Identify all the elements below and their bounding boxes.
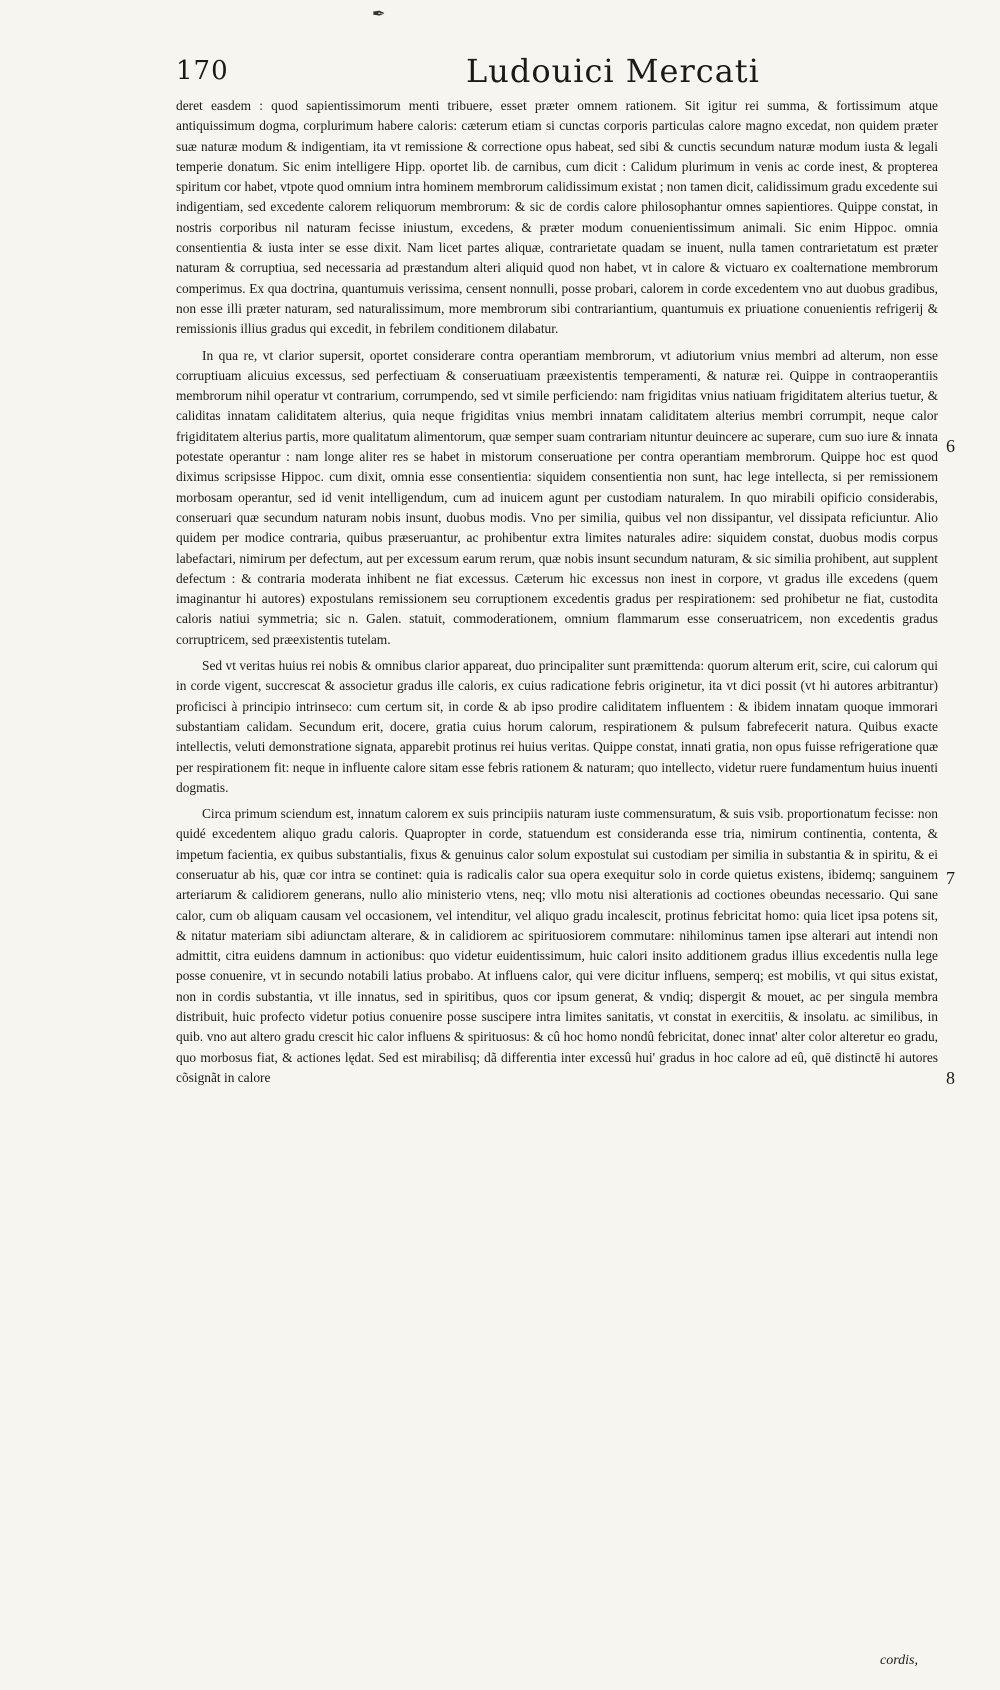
margin-number-6: 6 bbox=[946, 436, 955, 456]
margin-number-8: 8 bbox=[946, 1068, 955, 1088]
paragraph-6: In qua re, vt clarior supersit, oportet considerare contra operantiam membrorum, vt adiutorium vnius membri ad alterum, non esse corruptiuam alicuius excessus, sed perfectiuam & conseruatiuam præexistentis temperamenti, & naturæ rei. Quippe in contraoperantiis membrorum nihil operatur vt contrarium, corrumpendo, sed vt simile perficiendo: nam frigiditas vnius natiuam frigiditatem alterius tuetur, & caliditas innatam caliditatem alterius, quia neque frigiditas vnius membri innatam caliditatem alterius membri corrumpit, neque calor frigiditatem alterius partis, more qualitatum alimentorum, quæ semper suam contrariam nituntur deuincere ac superare, cum suo iure & innata potestate operantur : nam longe aliter res se habet in mistorum conseruatione per contra operantiam membrorum. Quippe hoc est quod diximus scripsisse Hippoc. cum dixit, omnia esse consentientia: siquidem consentientia non sunt, hac lege intellecta, si per remissionem morbosam operantur, sed id venit intelligendum, cum ad inuicem agunt per custodiam naturalem. In quo mirabili opificio considerabis, conseruari quæ secundum naturam nobis insunt, duobus modis. Vno per similia, quibus vel non dissipantur, vel dissipata reficiuntur. Alio quidem per modice contraria, quibus præseruantur, ac prohibentur extra limites naturales adire: siquidem constat, duobus modis corpus labefactari, nimirum per defectum, aut per excessum earum rerum, quæ nobis insunt secundum naturam, & sic similia prohibent, aut supplent defectum : & contraria moderata inhibent ne fiat excessus. Cæterum hic excessus non inest in corpore, vt gradus ille excedens (quem imaginantur hi autores) expostulans remissionem seu corruptionem excedentis gradus per respirationem: sed prohibetur ne fiat, custodita caloris natiui symmetria; sic n. Galen. statuit, commoderationem, omnium flammarum esse conseruatricem, non excedentis gradus corruptricem, sed præexistentis tutelam. bbox=[176, 347, 938, 647]
margin-number-7: 7 bbox=[946, 868, 955, 888]
ink-mark: ✒ bbox=[372, 4, 386, 23]
paragraph-continuation: deret easdem : quod sapientissimorum menti tribuere, esset præter omnem rationem. Sit igitur rei summa, & fortissimum atque antiquissimum dogma, corplurimum habere caloris: cæterum etiam si cunctas corporis particulas calore magno excedat, non quidem præter suæ naturæ modum & indigentiam, ita vt remissione & correctione opus habeat, sed sibi & cunctis secundum naturæ modum iusta & legali temperie donatum. Sic enim intelligere Hipp. oportet lib. de carnibus, cum dicit : Calidum plurimum in venis ac corde inest, & propterea spiritum cor habet, vtpote quod omnium intra hominem membrorum calidissimum existat ; non tamen dicit, calidissimum gradu excedente sui indigentiam, sed excedente calorem reliquorum membrorum: & sic de cordis calore philosophantur omnes sapientiores. Quippe constat, in nostris corporibus nil naturam fecisse iniustum, excedens, & præter modum conuenientissimum animali. Sic enim Hippoc. omnia consentientia & iusta inter se esse dixit. Nam licet partes aliquæ, contrarietate quadam se inuent, nulla tamen contrarietatum est præter naturam & corruptiua, sed necessaria ad præstandum alteri aliquid quod non habet, vt in calore & victuaro ex coalternatione membrorum comperimus. Ex qua doctrina, quantumuis verissima, censent nonnulli, posse probari, calorem in corde excedentem vno aut duobus gradibus, non esse illi præter naturam, sed naturalissimum, more membrorum sibi contrariantium, quantumuis ex priuatione conuenientis refrigerij & remissionis illius gradus qui excedit, in febrilem conditionem dilabatur. bbox=[176, 98, 938, 337]
running-title: Ludouici Mercati bbox=[466, 52, 760, 90]
page-header bbox=[176, 52, 956, 92]
body-text bbox=[176, 96, 938, 1088]
catchword: cordis, bbox=[880, 1653, 918, 1668]
paragraph-8: Circa primum sciendum est, innatum calorem ex suis principiis naturam iuste commensuratum, & suis vsib. proportionatum fecisse: non quidé excedentem aliquo gradu caloris. Quapropter in corde, statuendum est consideranda esse tria, nimirum continentia, contenta, & impetum facientia, ex quibus substantialis, fixus & genuinus calor solum expostulat sui custodiam per similia in substantia & in spiritu, & ei conseruatur ab his, quæ cor intra se continet: quia is radicalis calor sua opera exequitur solo in corde quietus existens, ibidemq; sanguinem arteriarum & calidiorem generans, nullo alio ministerio vtens, neq; vllo motu nisi alterationis ad coctiones obeundas necessario. Qui sane calor, cum ob aliquam causam vel occasionem, vel intenditur, vel aliquo gradu incalescit, protinus febricitat homo: quia licet ipsa potens sit, & nitatur materiam sibi adiunctam alterare, & in calidiorem ac spirituosiorem commutare: nihilominus tamen ipse alterari aut intendi non admittit, citra euidens damnum in actionibus: quo videtur euidentissimum, huic calori insito additionem gradus illius excedentis nulla lege posse conuenire, vt in secundo notabili latius probabo. At influens calor, qui vere dicitur influens, semperq; est mobilis, vt qui situs existat, non in cordis substantia, vt ille innatus, sed in spiritibus, quos cor ipsum generat, & vndiq; dispergit & mouet, ac per singula membra distribuit, huic profecto videtur potius conuenire posse suscipere intra limites sanitatis, vt constat in exercitiis, & insolatu. ac similibus, in quib. vno aut altero gradu crescit hic calor influens & spirituosus: & cû hoc homo nondû febricitat, donec innat' alter color alteretur eo gradu, quo morbosus fiat, & actiones lędat. Sed est mirabilisq; dã differentia inter excessû hui' gradus in hoc calore ad eû, quē distinctē hi autores cõsignãt in calore bbox=[176, 806, 938, 1085]
paragraph-7: Sed vt veritas huius rei nobis & omnibus clarior appareat, duo principaliter sunt præmittenda: quorum alterum erit, scire, cui calorum qui in corde vigent, succrescat & associetur gradus ille caloris, ex cuius radicatione febris originetur, ita vt dici possit (vt hi autores arbitrantur) proficisci à principio intrinseco: cum certum sit, in corde & ab ipso prodire caliditatem influentem : & ibidem innatam quoque immorari substantiam calidam. Secundum erit, docere, gratia cuius horum calorum, respirationem & pulsum fabrefecerit natura. Quibus exacte intellectis, veluti demonstratione signata, apparebit protinus rei huius veritas. Quippe constat, innati gratia, non opus fuisse refrigeratione quæ per respirationem fit: neque in influente calore sitam esse febris rationem & naturam; quo intellecto, videtur ruere fundamentum huius inuenti dogmatis. bbox=[176, 658, 938, 795]
folio-number: 170 bbox=[176, 56, 229, 86]
